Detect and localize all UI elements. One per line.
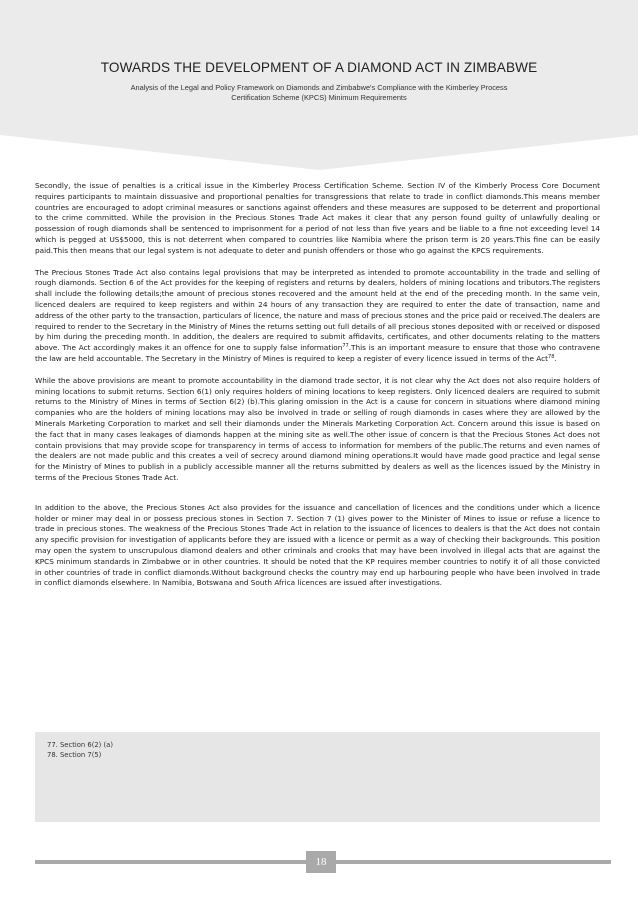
paragraph-accountability	[35, 268, 600, 365]
paragraph-licences: In addition to the above, the Precious Stones Act also provides for the issuance and cancellation of licences and the conditions under which a licence holder or miner may deal in or possess precious stones in Section 7. Section 7 (1) gives power to the Minister of Mines to issue or refuse a licence to trade in precious stones. The weakness of the Precious Stones Trade Act in relation to the issuance of licences to dealers is that the Act does not contain any specific provision for investigation of applicants before they are issued with a licence or permit as a way of checking their backgrounds. This position may open the system to unscrupulous diamond dealers and other criminals and crooks that may have been involved in illegal acts that are against the KPCS minimum standards in Zimbabwe or in other countries. It should be noted that the KP requires member countries to notify it of all those convicted in other countries of trade in conflict diamonds.Without background checks the country may end up harbouring people who have been involved in trade in conflict diamonds elsewhere. In Namibia, Botswana and South Africa licences are issued after investigations.	[35, 502, 600, 588]
subtitle-line-1: Analysis of the Legal and Policy Framework on Diamonds and Zimbabwe's Compliance with the Kimberley Process	[130, 83, 508, 92]
footnote-ref-77[interactable]: 77	[342, 343, 349, 350]
footnotes-box	[35, 732, 600, 822]
paragraph-text: The Precious Stones Trade Act also contains legal provisions that may be interpreted as intended to promote accountability in the trade and selling of rough diamonds. Section 6 of the Act provides for the keeping of registers and returns by dealers, holders of mining locations and tributors.The registers shall include the following details;the amount of precious stones recovered and the amount held at the end of the preceding month. In the same vein, licenced dealers are required to keep registers and within 24 hours of any transaction they are required to enter the date of transaction, name and address of the other party to the transaction, particulars of licence, the nature and mass of precious stones and the price paid or received.The dealers are required to render to the Secretary in the Ministry of Mines the returns setting out full details of all precious stones deposited with or received or disposed by him during the preceding month. In addition, the dealers are required to submit affidavits, certificates, and other documents relating to the matters above. The Act accordingly makes it an offence for one to supply false information	[35, 267, 600, 353]
paragraph-text: .	[554, 353, 557, 363]
footnote-77: 77. Section 6(2) (a)	[47, 741, 113, 749]
page-title: TOWARDS THE DEVELOPMENT OF A DIAMOND ACT IN ZIMBABWE	[100, 60, 538, 75]
header-notch	[0, 135, 638, 170]
body-text	[35, 181, 600, 600]
footnote-78: 78. Section 7(5)	[47, 751, 102, 759]
paragraph-text: .This is an important measure to ensure that those who contravene the law are held accountable. The Secretary in the Ministry of Mines is required to keep a register of every licence issued in terms of the Act	[35, 343, 601, 363]
paragraph-returns: While the above provisions are meant to promote accountability in the diamond trade sector, it is not clear why the Act does not also require holders of mining locations to submit returns. Section 6(1) only requires holders of mining locations to keep registers. Only licenced dealers are required to submit returns to the Ministry of Mines in terms of Section 6(2) (b).This glaring omission in the Act is a cause for concern in situations where diamond mining companies who are the holders of mining locations may also be involved in trade or selling of rough diamonds in cases where they are allowed by the Minerals Marketing Corporation to market and sell their diamonds under the Minerals Marketing Corporation Act. Concern around this issue is based on the fact that in many cases leakages of diamonds happen at the mining site as well.The other issue of concern is that the Precious Stones Act does not contain provisions that may provide scope for transparency in terms of access to information for members of the public.The returns and even names of the dealers are not made public and this creates a veil of secrecy around diamond mining operations.It would have made good practice and legal sense for the Ministry of Mines to publish in a publicly accessible manner all the returns submitted by dealers as well as the licences issued by the Ministry in terms of the Precious Stones Trade Act.	[35, 375, 600, 482]
footer-line-right	[336, 860, 611, 864]
footnote-ref-78[interactable]: 78	[548, 353, 555, 360]
subtitle-line-2: Certification Scheme (KPCS) Minimum Requirements	[231, 92, 407, 102]
footer-line-left	[35, 860, 306, 864]
paragraph-penalties: Secondly, the issue of penalties is a critical issue in the Kimberley Process Certification Scheme. Section IV of the Kimberly Process Core Document requires participants to maintain dissuasive and proportional penalties for transgressions that relate to trade in conflict diamonds.This means member countries are encouraged to adopt criminal measures or sanctions against offenders and these measures are supposed to be deterrent and proportional to the crime committed. While the provision in the Precious Stones Trade Act makes it clear that any person found guilty of unlawfully dealing or possession of rough diamonds shall be sentenced to imprisonment for a period of not less than five years and be liable to a fine not exceeding level 14 which is pegged at US$5000, this is not deterrent when compared to countries like Namibia where the prison term is 20 years.This fine can be easily paid.This then means that our legal system is not adequate to deter and punish offenders or those who go against the KPCS requirements.	[35, 181, 600, 255]
page-number: 18	[306, 851, 336, 873]
page-subtitle	[110, 83, 528, 102]
